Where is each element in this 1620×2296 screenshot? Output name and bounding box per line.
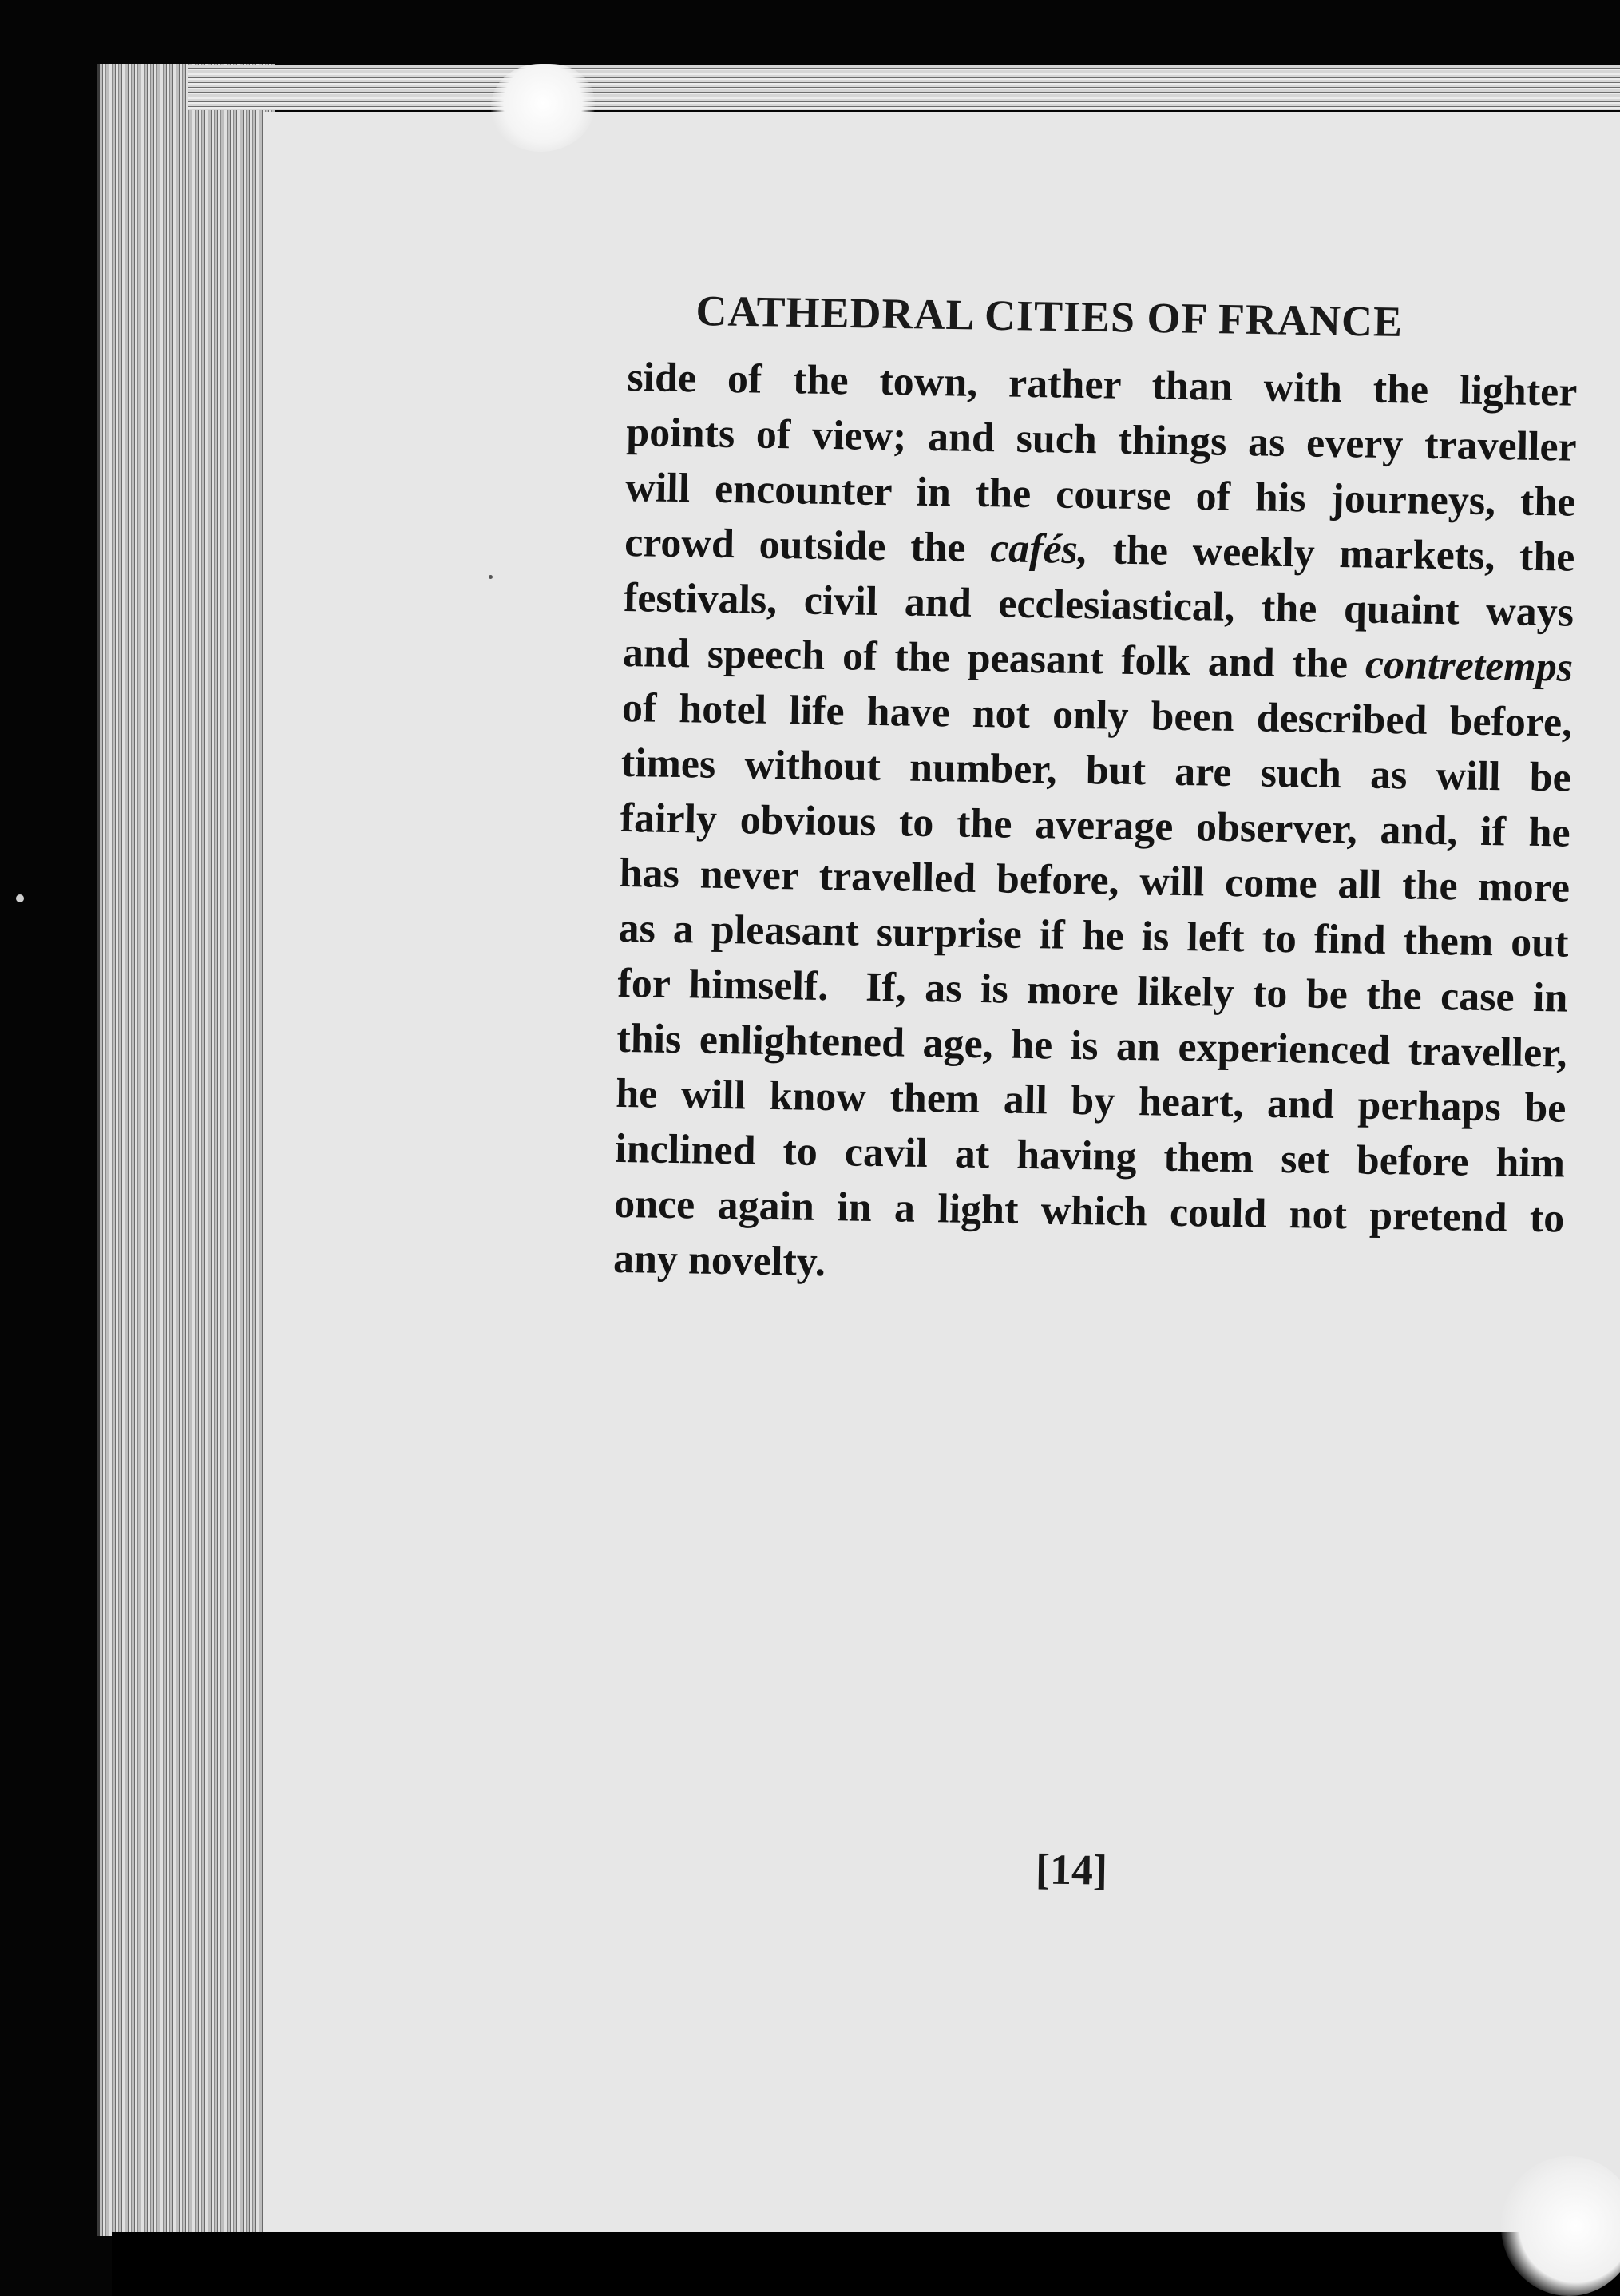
- text-span: of hotel life have not only been described before,: [621, 684, 1573, 746]
- text-span: as a pleasant surprise if he is left to find them out: [618, 905, 1569, 966]
- text-span: and speech of the peasant folk and the: [622, 629, 1366, 688]
- dust-speck: [489, 575, 493, 579]
- text-span: inclined to cavil at having them set before him: [614, 1125, 1566, 1187]
- bottom-margin-shadow: [112, 2232, 1620, 2296]
- text-span: has never travelled before, will come all the more: [619, 850, 1570, 911]
- text-span: festivals, civil and ecclesiastical, the quaint ways: [623, 574, 1574, 636]
- text-span: the weekly markets, the: [1087, 527, 1575, 581]
- text-span: side of the town, rather than with the lighter: [627, 354, 1578, 415]
- text-span: any novelty.: [612, 1235, 826, 1286]
- body-text: [613, 350, 1578, 1302]
- text-span: once again in a light which could not pretend to: [613, 1180, 1565, 1242]
- italic-text-span: contretemps: [1365, 641, 1574, 691]
- running-head: CATHEDRAL CITIES OF FRANCE: [695, 286, 1404, 346]
- text-span: for himself. If, as is more likely to be the case in: [617, 960, 1568, 1021]
- text-span: crowd outside the: [624, 519, 991, 572]
- page-edges: [97, 64, 275, 2236]
- text-span: he will know them all by heart, and perhaps be: [615, 1070, 1567, 1132]
- page-number: [14]: [1035, 1845, 1108, 1894]
- dust-speck: [16, 894, 24, 902]
- text-span: this enlightened age, he is an experienced traveller,: [616, 1015, 1567, 1077]
- text-span: fairly obvious to the average observer, and, if he: [620, 795, 1571, 856]
- text-span: will encounter in the course of his journeys, the: [624, 464, 1576, 525]
- text-span: points of view; and such things as every traveller: [625, 409, 1578, 470]
- page-top-edge: [188, 65, 1620, 110]
- italic-text-span: cafés,: [989, 525, 1089, 573]
- text-span: times without number, but are such as will be: [620, 740, 1572, 801]
